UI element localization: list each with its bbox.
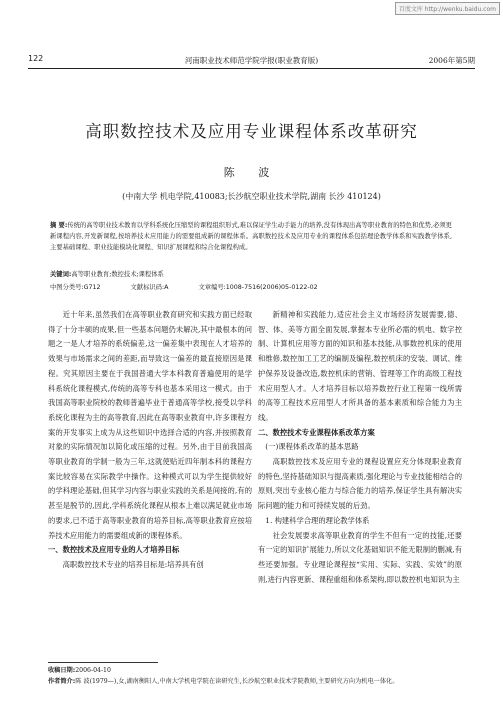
- body-paragraph: 新精神和实践能力,适应社会主义市场经济发展需要,德、智、体、美等方面全面发展,掌握本专业所必需的机电、数字控制、计算机应用等方面的知识和基本技能,从事数控机床的使用和维修,数控加工工艺的编制及编程,数控机床的安装、调试、维护保养及设备改造,数控机床的营销、管理等工作的高级工程技术应用型人才。人才培养目标以培养数控行业工程第一线所需的高等工程技术应用型人才所具备的基本素质和综合能力为主线。: [258, 310, 462, 422]
- watermark-link[interactable]: 百度文库 http://wenku.baidu.com: [395, 2, 500, 15]
- classification-line: [50, 282, 452, 291]
- body-paragraph: 高职数控技术及应用专业的课程设置应充分体现职业教育的特色,坚持基础知识与提高素质,强化理论与专业技能相结合的原则,突出专业核心能力与综合能力的培养,保证学生具有解决实际问题的能力和可持续发展的后劲。: [258, 457, 462, 511]
- abstract-text: 传统的高等职业技术教育以学科系统化压缩型的课程组织形式,难以保证学生动手能力的培养,没有体现出高等职业教育的特色和优势,必须更新课程内容,开发新课程,按培养技术应用能力的需要组成新的课程体系。高职数控技术及应用专业的课程体系包括理论教学体系和实践教学体系,主要基础课程、职业技能模块化课程、知识扩展课程和综合化课程构成。: [50, 222, 452, 252]
- received-date-line: [48, 666, 458, 677]
- author-bio-line: [48, 677, 458, 688]
- abstract-label: 摘 要:: [50, 222, 68, 229]
- author-bio-label: 作者简介:: [48, 677, 76, 685]
- clc-number: 中图分类号:G712: [50, 284, 101, 291]
- subsection-heading: 1. 构建科学合理的理论教学体系: [265, 515, 370, 525]
- running-header: [28, 54, 475, 66]
- paper-title: 高职数控技术及应用专业课程体系改革研究: [85, 122, 418, 141]
- abstract: [50, 220, 452, 254]
- page-number: 122: [28, 54, 44, 63]
- received-date: 2006-04-10: [75, 667, 111, 674]
- body-paragraph: 近十年来,虽然我们在高等职业教育研究和实践方面已经取得了十分丰硕的成果,但一些基本问题仍未解决,其中最根本的问题之一是人才培养的系统偏差,这一偏差集中表现在人才培养的效果与市场需求之间的差距,而导致这一偏差的最直接原因是课程。究其原因主要在于我国普通大学本科教育普遍使用的是学科系统化课程模式,传统的高等专科也基本采用这一模式。由于我国高等职业院校的教师普遍毕业于普通高等学校,接受以学科系统化课程为主的高等教育,因此在高等职业教育中,许多课程方案的开发事实上成为从这些知识中选择合适的内容,并按照教育对象的实际情况加以简化或压缩的过程。另外,由于目前我国高等职业教育的学制一般为三年,这就使贴近四年制本科的课程方案比较容易在实际教学中操作。这种模式可以为学生提供较好的学科理论基础,但其学习内容与职业实践的关系是间接的,有的甚至是脱节的,因此,学科系统化课程从根本上难以满足就业市场的要求,已不适于高等职业教育的培养目标,高等职业教育应按培养技术应用能力的需要组成新的课程体系。: [48, 310, 252, 540]
- footnote-rule: [48, 662, 158, 663]
- section-heading: 一、数控技术及应用专业的人才培养目标: [48, 545, 180, 555]
- keywords-label: 关键词:: [50, 271, 72, 278]
- keywords: [50, 269, 452, 278]
- issue-label: 2006年第5期: [428, 56, 475, 65]
- author-bio: 陈 波(1979—),女,湖南衡阳人,中南大学机电学院在读研究生,长沙航空职业技术学院教师,主要研究方向为机电一体化。: [75, 677, 399, 685]
- subsection-heading: (一)课程体系改革的基本思路: [265, 442, 359, 452]
- author-name: 陈 波: [223, 166, 280, 179]
- section-heading: 二、数控技术专业课程体系改革方案: [258, 427, 375, 437]
- received-label: 收稿日期:: [48, 667, 76, 674]
- body-paragraph: 社会发展要求高等职业教育的学生不但有一定的技能,还要有一定的知识扩展能力,所以文化基础知识不能无限制的删减,有些还要加强。专业理论课程按“实用、实际、实践、实效”的原则,进行内容更新、课程重组和体系架构,即以数控机电知识为主: [258, 530, 462, 584]
- body-column-left: [48, 308, 252, 573]
- body-paragraph: 高职数控技术专业的培养目标是:培养具有创: [62, 559, 204, 569]
- footnote: [48, 666, 458, 687]
- document-code: 文献标识码:A: [130, 284, 169, 291]
- article-number: 文章编号:1008-7516(2006)05-0122-02: [198, 284, 318, 291]
- journal-name: 河南职业技术师范学院学报(职业教育版): [184, 56, 319, 65]
- header-rule: [28, 68, 475, 69]
- body-column-right: [258, 308, 462, 587]
- author-affiliation: (中南大学 机电学院,410083;长沙航空职业技术学院,湖南 长沙 410124): [122, 192, 381, 201]
- keywords-text: 高等职业教育;数控技术;课程体系: [71, 271, 164, 278]
